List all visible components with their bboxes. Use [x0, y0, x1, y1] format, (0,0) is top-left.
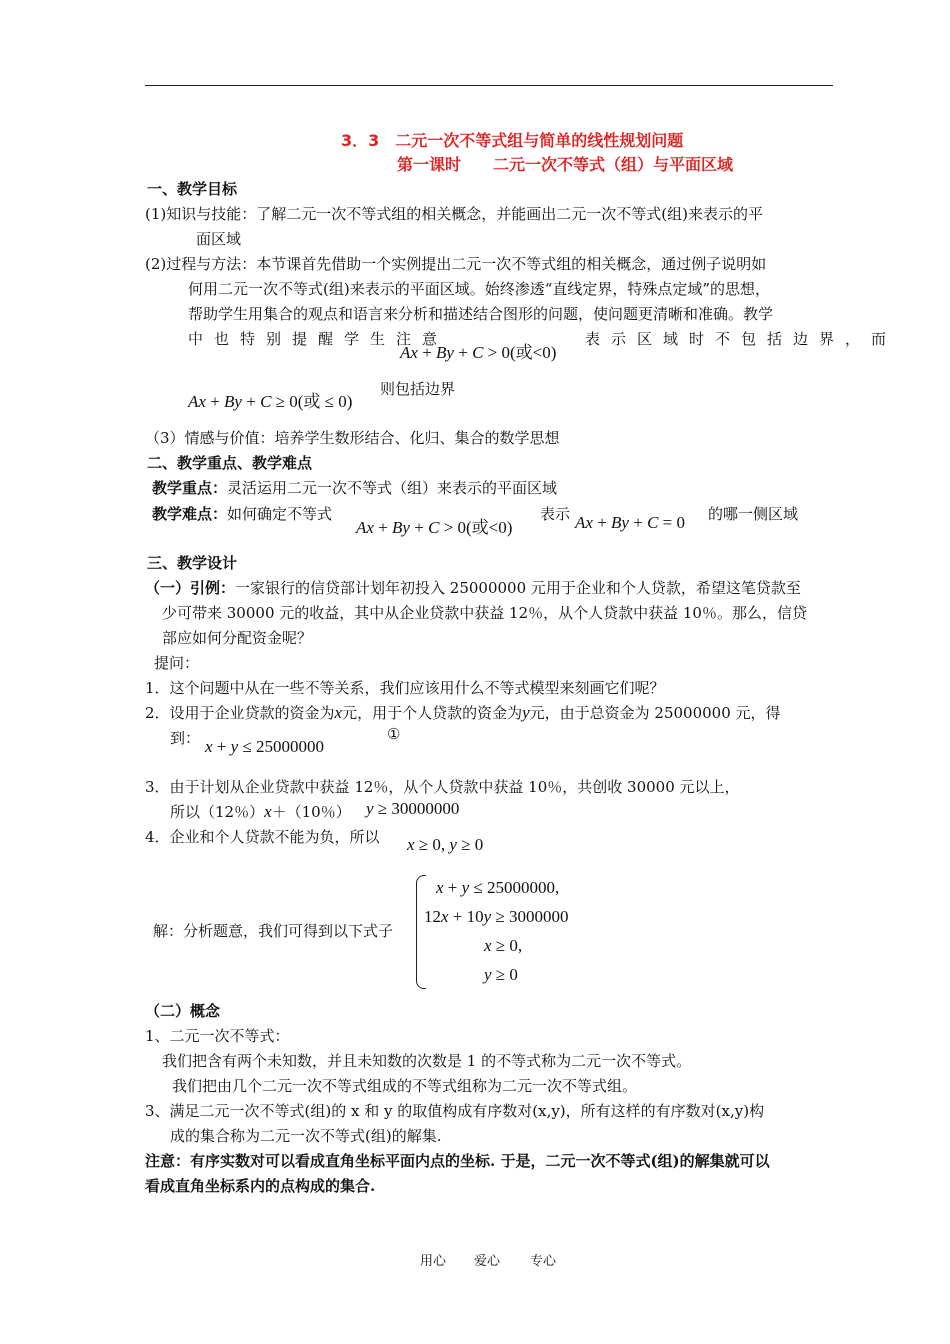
goal-3: （3）情感与价值：培养学生数形结合、化归、集合的数学思想	[145, 429, 560, 447]
solution-label: 解：分析题意，我们可得到以下式子	[153, 922, 394, 940]
goal-2-line-4b: 表示区域时不包括边界，而	[585, 330, 898, 348]
question-3-text-a: 所以（12％）	[170, 803, 265, 821]
system-line-3: x ≥ 0,	[484, 936, 523, 955]
goal-2-line-5b: 则包括边界	[380, 380, 456, 398]
question-2-line-1	[145, 702, 781, 723]
concept-heading: （二）概念	[145, 1002, 221, 1020]
formula-nonnegative: x ≥ 0, y ≥ 0	[407, 835, 484, 854]
system-line-1: x + y ≤ 25000000,	[436, 878, 560, 897]
concept-1-text: 我们把含有两个未知数，并且未知数的次数是 1 的不等式称为二元一次不等式。	[162, 1052, 692, 1070]
question-3-text-b: ＋（10％）	[271, 803, 351, 821]
goal-1-line-2: 面区域	[196, 230, 242, 248]
concept-3-line-1: 3、满足二元一次不等式(组)的 x 和 y 的取值构成有序数对(x,y)，所有这样的有序数对(x,y)构	[145, 1102, 765, 1120]
note-line-1: 注意：有序实数对可以看成直角坐标平面内点的坐标. 于是，二元一次不等式(组)的解集就可以	[145, 1152, 770, 1170]
difficulty-text-c: 的哪一侧区域	[708, 505, 799, 523]
difficulty-text-b: 表示	[540, 505, 571, 523]
example-line-1	[145, 577, 801, 598]
question-2-text-a: 2．设用于企业贷款的资金为	[145, 704, 335, 722]
key-point-text: 灵活运用二元一次不等式（组）来表示的平面区域	[227, 479, 558, 497]
variable-x: x	[264, 802, 272, 821]
goal-2-line-1: (2)过程与方法：本节课首先借助一个实例提出二元一次不等式组的相关概念，通过例子说明如	[145, 255, 767, 273]
question-2-text-b: 元，用于个人贷款的资金为	[342, 704, 523, 722]
footer-text-c: 专心	[530, 1254, 557, 1269]
system-brace	[416, 875, 426, 989]
example-line-3: 部应如何分配资金呢？	[162, 629, 313, 647]
goal-2-line-3: 帮助学生用集合的观点和语言来分析和描述结合图形的问题，使问题更清晰和准确。教学	[188, 305, 774, 323]
footer-text-b: 爱心	[474, 1254, 501, 1269]
header-rule	[145, 85, 833, 86]
question-2-text-c: 元，由于总资金为 25000000 元，得	[529, 704, 781, 722]
example-label: （一）引例：	[145, 579, 236, 597]
difficulty-text-a: 如何确定不等式	[227, 505, 333, 523]
question-1: 1．这个问题中从在一些不等关系，我们应该用什么不等式模型来刻画它们呢？	[145, 679, 665, 697]
concept-3-line-2: 成的集合称为二元一次不等式(组)的解集.	[170, 1127, 442, 1145]
formula-total-funds: x + y ≤ 25000000	[205, 737, 325, 756]
system-line-4: y ≥ 0	[484, 965, 518, 984]
page-subtitle: 第一课时 二元一次不等式（组）与平面区域	[397, 155, 734, 174]
difficulty-row	[152, 503, 332, 524]
system-line-2: 12x + 10y ≥ 3000000	[424, 907, 569, 926]
question-3-line-2	[170, 801, 351, 822]
formula-difficulty-inequality: Ax + By + C > 0(或<0)	[356, 518, 513, 537]
formula-line-equation: Ax + By + C = 0	[575, 513, 685, 532]
concept-1: 1、二元一次不等式：	[145, 1027, 290, 1045]
variable-x: x	[334, 703, 343, 722]
key-point-row	[152, 477, 557, 498]
question-2-line-2: 到：	[170, 729, 201, 747]
formula-nonstrict-inequality: Ax + By + C ≥ 0(或 ≤ 0)	[188, 392, 353, 411]
difficulty-label: 教学难点：	[152, 505, 228, 523]
question-3-line-1: 3．由于计划从企业贷款中获益 12％，从个人贷款中获益 10％，共创收 30000 元以上，	[145, 778, 740, 796]
question-label: 提问：	[154, 654, 200, 672]
concept-2-text: 我们把由几个二元一次不等式组成的不等式组称为二元一次不等式组。	[172, 1077, 638, 1095]
example-line-2: 少可带来 30000 元的收益，其中从企业贷款中获益 12％，从个人贷款中获益 10％。那么，信贷	[162, 604, 807, 622]
section-heading-design: 三、教学设计	[147, 554, 238, 572]
goal-1-line-1: (1)知识与技能：了解二元一次不等式组的相关概念，并能画出二元一次不等式(组)来表示的平	[145, 205, 763, 223]
footer-text-a: 用心	[420, 1254, 447, 1269]
question-4: 4．企业和个人贷款不能为负，所以	[145, 828, 380, 846]
key-point-label: 教学重点：	[152, 479, 228, 497]
circled-one: ①	[387, 725, 401, 743]
section-heading-key-points: 二、教学重点、教学难点	[147, 454, 313, 472]
goal-2-line-4a: 中也特别提醒学生注意	[188, 330, 449, 348]
goal-2-line-2: 何用二元一次不等式(组)来表示的平面区域。始终渗透“直线定界，特殊点定域”的思想，	[188, 280, 771, 298]
variable-y: y	[522, 703, 530, 722]
section-heading-goals: 一、教学目标	[147, 180, 238, 198]
example-text-1: 一家银行的信贷部计划年初投入 25000000 元用于企业和个人贷款，希望这笔贷款至	[235, 579, 801, 597]
formula-returns: y ≥ 30000000	[366, 799, 460, 818]
page-title: 3．3 二元一次不等式组与简单的线性规划问题	[341, 131, 684, 150]
formula-strict-inequality: Ax + By + C > 0(或<0)	[400, 343, 557, 362]
note-line-2: 看成直角坐标系内的点构成的集合.	[145, 1177, 376, 1195]
